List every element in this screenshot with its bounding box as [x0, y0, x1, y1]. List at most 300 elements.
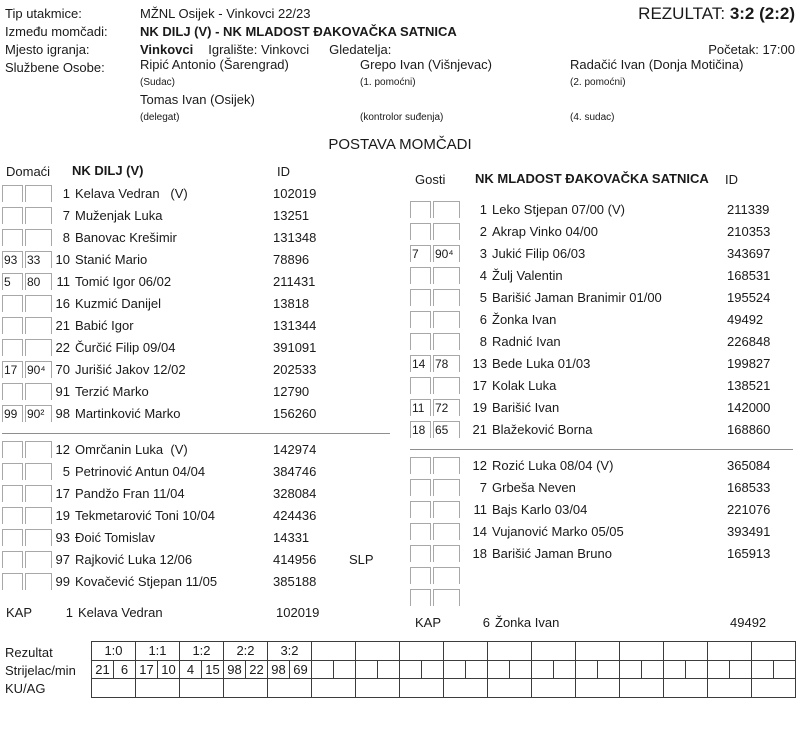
player-row	[410, 352, 798, 374]
sub-minute-box	[25, 529, 52, 546]
minute-cell	[554, 660, 576, 679]
player-id: 202533	[273, 361, 317, 377]
player-name: Martinković Marko	[75, 405, 181, 421]
kuag-cell	[664, 679, 708, 698]
player-name: Terzić Marko	[75, 383, 149, 399]
pitch-value: Igralište: Vinkovci	[208, 42, 310, 57]
sub-minute-box	[25, 463, 52, 480]
home-captain-id: 102019	[276, 604, 320, 620]
assistant2-role: (2. pomoćni)	[570, 77, 626, 88]
player-id: 78896	[273, 251, 310, 267]
sub-in-box	[2, 317, 23, 334]
kuag-cell	[356, 679, 400, 698]
kuag-cell	[488, 679, 532, 698]
player-row	[410, 476, 798, 498]
home-divider	[2, 433, 390, 434]
player-name: Tomić Igor 06/02	[75, 273, 172, 289]
player-name: Akrap Vinko 04/00	[492, 223, 598, 239]
away-starters-list	[410, 198, 798, 440]
player-row	[2, 504, 400, 526]
player-row	[2, 402, 400, 424]
minute-cell	[642, 660, 664, 679]
result-cell	[620, 642, 664, 661]
player-number: 19	[472, 399, 487, 415]
sub-minute-box: 72	[433, 399, 460, 416]
player-row	[410, 498, 798, 520]
player-number: 8	[479, 333, 487, 349]
player-id: 142000	[727, 399, 771, 415]
away-side-label: Gosti	[415, 171, 446, 187]
player-name: Bajs Karlo 03/04	[492, 501, 588, 517]
sub-in-box	[2, 229, 23, 246]
sub-in-box	[410, 523, 431, 540]
result-cell	[444, 642, 488, 661]
player-name: Kuzmić Danijel	[75, 295, 161, 311]
sub-in-box	[410, 567, 431, 584]
minute-cell	[334, 660, 356, 679]
sub-in-box	[410, 333, 431, 350]
scorer-row-label: Strijelac/min	[5, 663, 76, 678]
sub-minute-box: 90⁴	[25, 361, 52, 378]
player-number: 11	[56, 273, 70, 289]
player-id: 165913	[727, 545, 771, 561]
match-header	[0, 0, 800, 127]
kuag-cell	[444, 679, 488, 698]
minute-cell	[378, 660, 400, 679]
away-captain-name: Žonka Ivan	[495, 614, 560, 630]
sub-minute-box	[433, 589, 460, 606]
sub-in-box	[2, 185, 23, 202]
player-name: Babić Igor	[75, 317, 134, 333]
sub-in-box	[410, 223, 431, 240]
player-id: 168531	[727, 267, 771, 283]
sub-minute-box	[433, 567, 460, 584]
result-cell	[576, 642, 620, 661]
sub-in-box: 5	[2, 273, 23, 290]
player-number: 22	[55, 339, 70, 355]
player-id: 343697	[727, 245, 771, 261]
away-divider	[410, 449, 793, 450]
score-row-labels	[5, 641, 91, 698]
kuag-cell	[752, 679, 796, 698]
referee-role: (Sudac)	[140, 77, 176, 88]
home-team-name: NK DILJ (V)	[72, 162, 144, 178]
sub-minute-box: 90⁴	[433, 245, 460, 262]
result-cell	[664, 642, 708, 661]
scorer-cell	[488, 660, 510, 679]
sub-minute-box	[433, 201, 460, 218]
kickoff-time: Početak: 17:00	[708, 42, 795, 57]
away-captain-row	[410, 611, 798, 633]
result-row-label: Rezultat	[5, 645, 53, 660]
kuag-cell	[136, 679, 180, 698]
sub-in-box	[410, 479, 431, 496]
minute-cell: 22	[246, 660, 268, 679]
scorer-cell	[312, 660, 334, 679]
player-name: Barišić Jaman Bruno	[492, 545, 612, 561]
player-name: Leko Stjepan 07/00 (V)	[492, 201, 625, 217]
player-name: Barišić Ivan	[492, 399, 560, 415]
away-team-name: NK MLADOST ĐAKOVAČKA SATNICA	[475, 170, 709, 186]
away-team-header	[410, 160, 798, 198]
sub-in-box	[2, 485, 23, 502]
player-name: Petrinović Antun 04/04	[75, 463, 206, 479]
sub-in-box	[410, 377, 431, 394]
player-number: 6	[479, 311, 487, 327]
match-type-row	[5, 6, 795, 24]
scorer-cell	[620, 660, 642, 679]
scorer-cell: 98	[224, 660, 246, 679]
sub-minute-box	[433, 311, 460, 328]
player-name: Omrčanin Luka (V)	[75, 441, 188, 457]
player-number: 93	[55, 529, 70, 545]
home-captain-number: 1	[65, 604, 73, 620]
kuag-cell	[180, 679, 224, 698]
minute-cell	[730, 660, 752, 679]
sub-minute-box	[433, 267, 460, 284]
player-row	[2, 526, 400, 548]
teams-value: NK DILJ (V) - NK MLADOST ĐAKOVAČKA SATNICA	[140, 24, 457, 39]
teams-row	[5, 24, 795, 42]
scorer-cell: 98	[268, 660, 290, 679]
player-id: 414956	[273, 551, 317, 567]
kuag-row	[92, 679, 796, 698]
sub-in-box	[2, 507, 23, 524]
sub-in-box: 17	[2, 361, 23, 378]
player-number: 8	[62, 229, 70, 245]
kuag-cell	[400, 679, 444, 698]
result-cell	[532, 642, 576, 661]
minute-cell	[686, 660, 708, 679]
player-name: Žulj Valentin	[492, 267, 563, 283]
player-number: 16	[55, 295, 70, 311]
sub-in-box	[2, 551, 23, 568]
sub-in-box	[2, 339, 23, 356]
away-captain-number: 6	[482, 614, 490, 630]
delegate-role: (delegat)	[140, 112, 180, 123]
sub-minute-box	[433, 333, 460, 350]
result-row	[92, 642, 796, 661]
venue-row	[5, 42, 795, 60]
fourth-official-name	[570, 92, 795, 110]
player-row	[410, 330, 798, 352]
player-tag: SLP	[349, 551, 374, 567]
scorer-cell	[356, 660, 378, 679]
player-number: 12	[472, 457, 487, 473]
player-row	[2, 482, 400, 504]
player-row	[2, 570, 400, 592]
result-cell	[488, 642, 532, 661]
player-name: Grbeša Neven	[492, 479, 576, 495]
player-id: 102019	[273, 185, 317, 201]
player-name: Kelava Vedran (V)	[75, 185, 188, 201]
player-id: 391091	[273, 339, 317, 355]
assistant1-name: Grepo Ivan (Višnjevac)	[360, 57, 492, 72]
home-captain-label: KAP	[6, 604, 33, 620]
player-number: 21	[472, 421, 487, 437]
scorer-cell: 4	[180, 660, 202, 679]
sub-in-box	[410, 545, 431, 562]
sub-in-box: 7	[410, 245, 431, 262]
delegate-name: Tomas Ivan (Osijek)	[140, 92, 255, 107]
player-number: 21	[55, 317, 70, 333]
player-name: Vujanović Marko 05/05	[492, 523, 624, 539]
minute-cell: 10	[158, 660, 180, 679]
sub-minute-box	[25, 317, 52, 334]
sub-minute-box: 33	[25, 251, 52, 268]
player-id: 13251	[273, 207, 310, 223]
sub-in-box	[410, 289, 431, 306]
referee-name: Ripić Antonio (Šarengrad)	[140, 57, 289, 72]
player-name: Rajković Luka 12/06	[75, 551, 193, 567]
sub-minute-box	[433, 289, 460, 306]
player-id: 221076	[727, 501, 771, 517]
away-team-column	[400, 160, 798, 633]
sub-minute-box	[433, 545, 460, 562]
player-id: 131348	[273, 229, 317, 245]
sub-minute-box	[25, 383, 52, 400]
sub-in-box: 11	[410, 399, 431, 416]
minute-cell	[422, 660, 444, 679]
player-id: 13818	[273, 295, 310, 311]
minute-cell	[510, 660, 532, 679]
assistant2-name: Radačić Ivan (Donja Motičina)	[570, 57, 744, 72]
player-number: 17	[55, 485, 70, 501]
home-team-header	[2, 160, 400, 182]
scorer-cell	[400, 660, 422, 679]
sub-minute-box: 80	[25, 273, 52, 290]
player-row	[410, 308, 798, 330]
player-row	[2, 248, 400, 270]
player-row	[410, 586, 798, 608]
kuag-cell	[708, 679, 752, 698]
scorer-minute-row	[92, 660, 796, 679]
away-id-header: ID	[725, 171, 738, 187]
kuag-row-label: KU/AG	[5, 681, 46, 696]
player-row	[2, 226, 400, 248]
home-captain-name: Kelava Vedran	[78, 604, 163, 620]
player-number: 5	[62, 463, 70, 479]
player-number: 13	[472, 355, 487, 371]
sub-minute-box	[25, 441, 52, 458]
player-number: 99	[55, 573, 70, 589]
result-label: REZULTAT:	[638, 4, 726, 23]
player-name: Bede Luka 01/03	[492, 355, 591, 371]
scorer-cell	[444, 660, 466, 679]
sub-in-box	[410, 311, 431, 328]
result-cell: 3:2	[268, 642, 312, 661]
player-row	[410, 418, 798, 440]
player-row	[410, 198, 798, 220]
player-number: 7	[62, 207, 70, 223]
venue-label: Mjesto igranja:	[5, 42, 90, 57]
sub-in-box	[410, 267, 431, 284]
sub-minute-box	[25, 185, 52, 202]
player-row	[410, 520, 798, 542]
player-id: 168860	[727, 421, 771, 437]
controller-role: (kontrolor suđenja)	[360, 112, 444, 123]
sub-minute-box	[25, 507, 52, 524]
player-number: 14	[472, 523, 487, 539]
away-subs-list	[410, 454, 798, 608]
home-side-label: Domaći	[6, 163, 51, 179]
attendance-label: Gledatelja:	[329, 42, 392, 57]
sub-in-box	[2, 441, 23, 458]
result-cell: 1:1	[136, 642, 180, 661]
kuag-cell	[92, 679, 136, 698]
player-row	[410, 220, 798, 242]
player-id: 195524	[727, 289, 771, 305]
result-cell	[312, 642, 356, 661]
player-number: 12	[55, 441, 70, 457]
player-number: 11	[473, 501, 487, 517]
sub-minute-box	[25, 485, 52, 502]
player-row	[2, 380, 400, 402]
player-id: 168533	[727, 479, 771, 495]
player-number: 5	[479, 289, 487, 305]
minute-cell	[598, 660, 620, 679]
player-number: 7	[479, 479, 487, 495]
sub-minute-box	[433, 457, 460, 474]
player-number: 18	[472, 545, 487, 561]
player-row	[2, 204, 400, 226]
player-number: 1	[62, 185, 70, 201]
score-progression-section	[0, 641, 800, 698]
player-id: 328084	[273, 485, 317, 501]
sub-in-box	[2, 207, 23, 224]
player-id: 49492	[727, 311, 764, 327]
player-id: 142974	[273, 441, 317, 457]
assistant1-role: (1. pomoćni)	[360, 77, 416, 88]
player-number: 10	[55, 251, 70, 267]
sub-minute-box	[433, 523, 460, 540]
player-id: 138521	[727, 377, 771, 393]
player-id: 211431	[273, 273, 316, 289]
minute-cell: 15	[202, 660, 224, 679]
player-number: 97	[55, 551, 70, 567]
sub-minute-box	[25, 229, 52, 246]
player-name: Muženjak Luka	[75, 207, 163, 223]
kuag-cell	[620, 679, 664, 698]
sub-minute-box	[25, 295, 52, 312]
result-cell	[708, 642, 752, 661]
player-id: 385188	[273, 573, 317, 589]
player-row	[2, 438, 400, 460]
player-number: 3	[479, 245, 487, 261]
player-row	[410, 374, 798, 396]
player-id: 156260	[273, 405, 317, 421]
sub-in-box	[410, 201, 431, 218]
sub-in-box	[2, 573, 23, 590]
scorer-cell	[576, 660, 598, 679]
sub-minute-box	[25, 573, 52, 590]
player-name: Jukić Filip 06/03	[492, 245, 586, 261]
result-cell	[752, 642, 796, 661]
home-id-header: ID	[277, 163, 290, 179]
player-id: 393491	[727, 523, 771, 539]
player-id: 384746	[273, 463, 317, 479]
result-value: 3:2 (2:2)	[729, 4, 795, 23]
player-row	[410, 242, 798, 264]
score-progression-table	[91, 641, 796, 698]
result-cell: 1:2	[180, 642, 224, 661]
competition-name: MŽNL Osijek - Vinkovci 22/23	[140, 6, 311, 21]
scorer-cell	[708, 660, 730, 679]
player-number: 17	[472, 377, 487, 393]
scorer-cell	[532, 660, 554, 679]
officials-grid	[140, 57, 795, 127]
result-cell: 2:2	[224, 642, 268, 661]
home-team-column	[0, 160, 400, 633]
sub-minute-box	[433, 377, 460, 394]
home-subs-list	[2, 438, 400, 592]
player-name: Žonka Ivan	[492, 311, 557, 327]
scorer-cell: 17	[136, 660, 158, 679]
player-row	[410, 264, 798, 286]
player-name: Radnić Ivan	[492, 333, 561, 349]
sub-in-box: 18	[410, 421, 431, 438]
kuag-cell	[224, 679, 268, 698]
sub-in-box	[2, 529, 23, 546]
player-name: Đoić Tomislav	[75, 529, 155, 545]
player-row	[410, 454, 798, 476]
home-captain-row	[2, 601, 400, 623]
result-cell	[400, 642, 444, 661]
kuag-cell	[532, 679, 576, 698]
player-row	[410, 396, 798, 418]
player-id: 14331	[273, 529, 310, 545]
player-name: Kolak Luka	[492, 377, 557, 393]
kuag-cell	[576, 679, 620, 698]
player-id: 365084	[727, 457, 771, 473]
player-row	[2, 358, 400, 380]
player-row	[410, 286, 798, 308]
minute-cell: 6	[114, 660, 136, 679]
sub-minute-box	[25, 339, 52, 356]
scorer-cell	[664, 660, 686, 679]
player-id: 211339	[727, 201, 770, 217]
lineup-columns	[0, 160, 800, 633]
player-row	[2, 460, 400, 482]
player-name: Stanić Mario	[75, 251, 148, 267]
teams-label: Između momčadi:	[5, 24, 108, 39]
away-captain-label: KAP	[415, 614, 442, 630]
player-id: 131344	[273, 317, 317, 333]
sub-minute-box: 78	[433, 355, 460, 372]
sub-in-box	[2, 295, 23, 312]
minute-cell: 69	[290, 660, 312, 679]
player-name: Kovačević Stjepan 11/05	[75, 573, 218, 589]
away-captain-id: 49492	[730, 614, 767, 630]
scorer-cell	[752, 660, 774, 679]
sub-minute-box: 90²	[25, 405, 52, 422]
player-number: 4	[479, 267, 487, 283]
sub-in-box	[2, 463, 23, 480]
player-number: 70	[55, 361, 70, 377]
player-name: Rozić Luka 08/04 (V)	[492, 457, 614, 473]
minute-cell	[466, 660, 488, 679]
player-name: Blažeković Borna	[492, 421, 593, 437]
result-cell	[356, 642, 400, 661]
player-id: 199827	[727, 355, 771, 371]
player-id: 226848	[727, 333, 771, 349]
player-id: 424436	[273, 507, 317, 523]
player-row	[410, 542, 798, 564]
home-starters-list	[2, 182, 400, 424]
player-name: Čurčić Filip 09/04	[75, 339, 176, 355]
player-number: 91	[55, 383, 70, 399]
player-id: 12790	[273, 383, 310, 399]
